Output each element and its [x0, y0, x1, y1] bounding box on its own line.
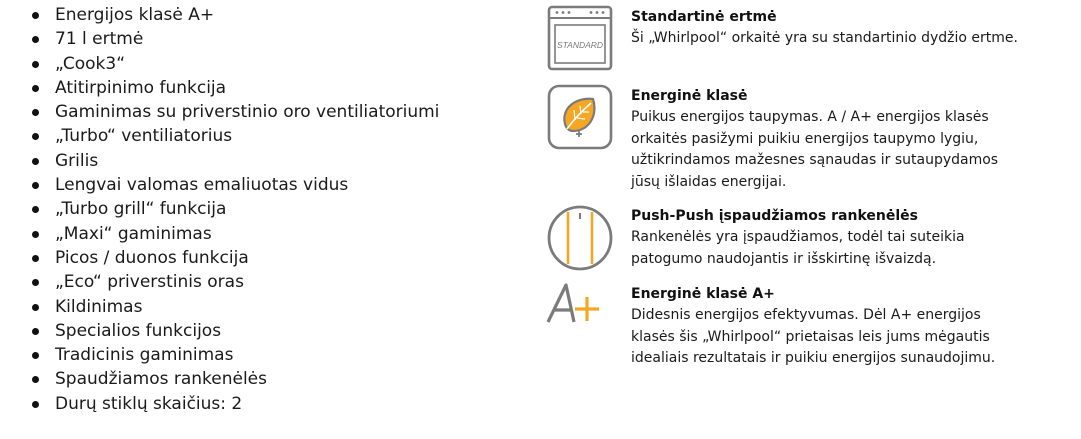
a-plus-icon: [546, 282, 614, 350]
feature-label: Specialios funkcijos: [55, 320, 222, 341]
bullet-icon: [32, 12, 39, 19]
bullet-icon: [32, 61, 39, 68]
feature-item: [32, 149, 439, 173]
benefit-description: [631, 107, 1071, 193]
feature-item: [32, 27, 439, 51]
benefit-desc-line: užtikrindamos mažesnes sąnaudas ir sutaupydamos: [631, 152, 999, 168]
feature-label: „Maxi“ gaminimas: [55, 223, 212, 244]
bullet-icon: [32, 255, 39, 262]
energy-leaf-icon: [546, 84, 614, 152]
bullet-icon: [32, 304, 39, 311]
feature-item: [32, 343, 439, 367]
benefit-desc-line: Puikus energijos taupymas. A / A+ energijos klasės: [631, 109, 989, 125]
benefit-desc-line: Ši „Whirlpool“ orkaitė yra su standartinio dydžio ertme.: [631, 30, 1018, 46]
benefit-title: Energinė klasė A+: [631, 286, 775, 302]
feature-label: Spaudžiamos rankenėlės: [55, 369, 268, 390]
feature-label: Grilis: [55, 150, 99, 171]
feature-item: [32, 124, 439, 148]
feature-label: Atitirpinimo funkcija: [55, 77, 227, 98]
benefit-desc-line: orkaitės pasižymi puikiu energijos taupymo lygiu,: [631, 130, 979, 147]
feature-label: Energijos klasė A+: [55, 5, 215, 25]
bullet-icon: [32, 109, 39, 116]
benefit-title: Push-Push įspaudžiamos rankenėlės: [631, 208, 918, 224]
bullet-icon: [32, 182, 39, 189]
feature-label: Lengvai valomas emaliuotas vidus: [55, 175, 349, 196]
feature-label: 71 l ertmė: [55, 29, 144, 50]
benefit-text: [631, 284, 1071, 370]
feature-item: [32, 52, 439, 76]
feature-list: [32, 3, 439, 416]
bullet-icon: [32, 158, 39, 165]
bullet-icon: [32, 401, 39, 408]
benefit-title: Energinė klasė: [631, 88, 748, 104]
benefit-desc-line: klasės šis „Whirlpool“ prietaisas leis jums mėgautis: [631, 328, 990, 345]
bullet-icon: [32, 133, 39, 140]
feature-item: [32, 270, 439, 294]
benefit-description: [631, 227, 1071, 270]
bullet-icon: [32, 328, 39, 335]
standard-icon-text: STANDARD: [556, 40, 604, 50]
bullet-icon: [32, 206, 39, 213]
feature-label: Kildinimas: [55, 296, 143, 317]
benefit-description: [631, 28, 1071, 50]
benefit-title: Standartinė ertmė: [631, 9, 777, 25]
benefit-text: [631, 86, 1071, 193]
feature-label: „Turbo“ ventiliatorius: [55, 126, 233, 147]
bullet-icon: [32, 279, 39, 286]
benefit-text: [631, 206, 1071, 270]
feature-item: [32, 246, 439, 270]
feature-label: „Cook3“: [55, 53, 126, 74]
feature-item: [32, 76, 439, 100]
bullet-icon: [32, 36, 39, 43]
feature-item: [32, 100, 439, 124]
benefit-desc-line: patogumo naudojantis ir išskirtinę išvaizdą.: [631, 250, 937, 267]
feature-item: [32, 3, 439, 27]
feature-item: [32, 222, 439, 246]
benefit-desc-line: idealiais rezultatais ir puikiu energijos sunaudojimu.: [631, 350, 996, 366]
feature-label: Picos / duonos funkcija: [55, 247, 249, 268]
feature-item: [32, 197, 439, 221]
standard-oven-icon: [546, 5, 614, 73]
feature-item: [32, 173, 439, 197]
benefit-text: [631, 7, 1071, 50]
benefit-desc-line: Didesnis energijos efektyvumas. Dėl A+ energijos: [631, 307, 981, 323]
feature-label: Gaminimas su priverstinio oro ventiliatoriumi: [55, 102, 440, 123]
bullet-icon: [32, 376, 39, 383]
feature-item: [32, 295, 439, 319]
benefit-desc-line: Rankenėlės yra įspaudžiamos, todėl tai suteikia: [631, 229, 965, 245]
feature-label: „Turbo grill“ funkcija: [55, 199, 227, 220]
push-knob-icon: [546, 204, 614, 272]
benefit-description: [631, 305, 1071, 370]
bullet-icon: [32, 85, 39, 92]
feature-label: „Eco“ priverstinis oras: [55, 272, 244, 293]
feature-item: [32, 392, 439, 416]
feature-label: Durų stiklų skaičius: 2: [55, 393, 243, 414]
benefit-desc-line: jūsų išlaidas energijai.: [631, 173, 787, 190]
feature-item: [32, 319, 439, 343]
bullet-icon: [32, 231, 39, 238]
feature-item: [32, 367, 439, 391]
feature-label: Tradicinis gaminimas: [55, 345, 234, 366]
bullet-icon: [32, 352, 39, 359]
